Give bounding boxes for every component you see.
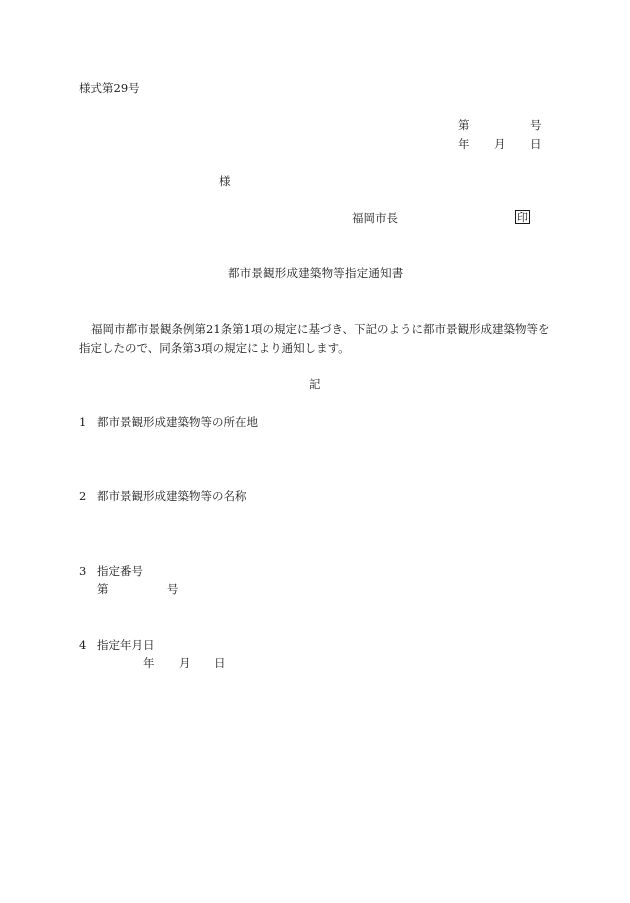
seal-mark — [515, 210, 530, 224]
seal-label: 印 — [517, 211, 528, 224]
item-1-number: 1 — [79, 415, 87, 429]
addressee-honorific: 様 — [219, 174, 231, 188]
item-3-suffix: 号 — [167, 582, 179, 596]
item-1-label: 都市景観形成建築物等の所在地 — [97, 415, 258, 429]
item-2-label: 都市景観形成建築物等の名称 — [97, 489, 247, 503]
item-4-number: 4 — [79, 638, 87, 652]
item-2-number: 2 — [79, 489, 87, 503]
item-3-prefix: 第 — [97, 582, 109, 596]
body-line-2: 指定したので、同条第3項の規定により通知します。 — [79, 341, 350, 355]
date-day: 日 — [530, 137, 542, 151]
doc-number-prefix: 第 — [458, 118, 470, 132]
ki-heading: 記 — [309, 377, 321, 391]
sender-title: 福岡市長 — [352, 211, 398, 225]
item-3-label: 指定番号 — [97, 564, 143, 578]
doc-number-suffix: 号 — [530, 118, 542, 132]
form-number: 様式第29号 — [79, 81, 140, 95]
body-line-1: 福岡市都市景観条例第21条第1項の規定に基づき、下記のように都市景観形成建築物等を — [91, 322, 550, 336]
item-4-label: 指定年月日 — [97, 638, 155, 652]
document-title: 都市景観形成建築物等指定通知書 — [228, 266, 404, 280]
item-3-number: 3 — [79, 564, 87, 578]
date-year: 年 — [458, 137, 470, 151]
item-4-year: 年 — [143, 656, 155, 670]
item-4-month: 月 — [179, 656, 191, 670]
item-4-day: 日 — [214, 656, 226, 670]
date-month: 月 — [494, 137, 506, 151]
